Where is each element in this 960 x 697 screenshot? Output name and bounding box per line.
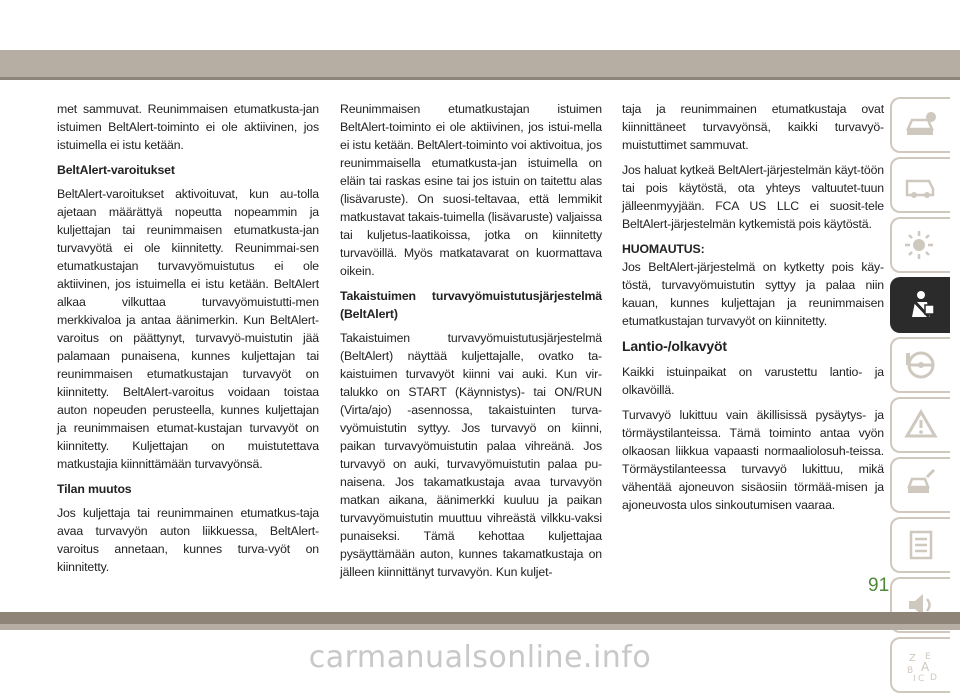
- car-interior-icon: [903, 167, 939, 203]
- section-title: Lantio-/olkavyöt: [622, 338, 727, 354]
- sun-light-icon: [903, 227, 939, 263]
- column-3: [622, 100, 884, 521]
- paragraph: Jos kuljettaja tai reunimmainen etumatkus-taja avaa turvavyön auton liikkuessa, BeltAlert-varoitus annetaan, kunnes turva-vyöt on kiinnitetty.: [57, 506, 319, 574]
- section-heading: [340, 287, 602, 305]
- tab-safety[interactable]: [890, 277, 950, 333]
- page-number: 91: [868, 575, 890, 596]
- header-stripe: [0, 50, 960, 77]
- svg-text:A: A: [921, 660, 930, 674]
- watermark: carmanualsonline.info: [308, 640, 652, 675]
- footer-stripe-light: [0, 624, 960, 630]
- tab-lights[interactable]: [890, 217, 950, 273]
- note-heading: HUOMAUTUS:: [622, 242, 705, 256]
- svg-text:B: B: [907, 666, 914, 676]
- column-2: [340, 100, 602, 588]
- paragraph: Kaikki istuinpaikat on varustettu lantio- ja olkavöillä.: [622, 365, 884, 397]
- paragraph: Turvavyö lukittuu vain äkillisissä pysäytys- ja törmäystilanteissa. Tämä toiminto antaa vyön olkaosan liikkua vapaasti normaaliolosuh-teissa. Törmäystilanteessa turvavyö lukittuu, mikä vähentää ajoneuvon sisäosiin törmää-misen ja ajoneuvosta ulos sinkoutumisen vaaraa.: [622, 408, 884, 512]
- tab-interior[interactable]: [890, 157, 950, 213]
- checklist-icon: [903, 527, 939, 563]
- tab-maintenance[interactable]: [890, 457, 950, 513]
- svg-text:C: C: [918, 674, 925, 683]
- paragraph: Takaistuimen turvavyömuistutusjärjestelmä (BeltAlert) näyttää kuljettajalle, ovatko ta-kaistuimen turvavyöt kiinni vai auki. Kun vir-talukko on START (Käynnistys)- tai ON/RUN (Virta/ajo) -asennossa, takaistuinten turva-vyömuistutin syttyy. Jos turvavyö on kiinni, paikan turvavyömuistutin palaa vihreänä. Jos turvavyö on auki, turvavyömuistutin palaa pu-naisena. Jos takamatkustaja avaa turvavyön matkan aikana, äänimerkki kuuluu ja paikan turvavyömuistutin muuttuu vihreästä vilkku-vaksi punaiseksi. Tämä kehottaa kuljettajaa pysäyttämään auton, kunnes takamatkustaja on jälleen kiinnittänyt turvavyön. Kun kuljet-: [340, 331, 602, 579]
- seat-belt-icon: [903, 287, 939, 323]
- tab-starting-driving[interactable]: [890, 337, 950, 393]
- heading-part: turvavyömuistutusjärjestelmä: [431, 289, 602, 303]
- footer-stripe: [0, 612, 960, 624]
- paragraph: Jos BeltAlert-järjestelmä on kytketty pois käy-töstä, turvavyömuistutin syttyy ja palaa niin kauan, kunnes kuljettajan ja reunimmaisen etumatkustajan turvavyöt on kiinnitetty.: [622, 260, 884, 328]
- warning-triangle-icon: [903, 407, 939, 443]
- svg-text:D: D: [930, 673, 937, 683]
- section-heading: BeltAlert-varoitukset: [57, 163, 175, 177]
- paragraph: Reunimmaisen etumatkustajan istuimen BeltAlert-toiminto ei ole aktiivinen, jos istui-mella ei istu ketään. BeltAlert-toiminto voi aktivoitua, jos reunimmaisella etumatkusta-jan istuimella on eläin tai raskas esine tai jos istuin on taitettu alas (lisävaruste). On suosi-teltavaa, että lemmikit matkustavat takais-tuimella (lisävaruste) valjaissa tai kuljetus-laatikoissa, jotka on kiinnitetty turvavöillä. Myös matkatavarat on kuormattava oikein.: [340, 102, 602, 278]
- tab-vehicle-info[interactable]: [890, 97, 950, 153]
- column-1: [57, 100, 319, 583]
- wrench-car-icon: [903, 467, 939, 503]
- svg-text:E: E: [925, 652, 931, 662]
- section-heading-cont: (BeltAlert): [340, 307, 398, 321]
- paragraph: Jos haluat kytkeä BeltAlert-järjestelmän käyt-töön tai pois käytöstä, ota yhteys valtuutet-tuun jälleenmyyjään. FCA US LLC ei suosit-tele BeltAlert-järjestelmän kytkemistä pois käytöstä.: [622, 163, 884, 231]
- header-stripe-line: [0, 77, 960, 80]
- paragraph: BeltAlert-varoitukset aktivoituvat, kun au-tolla ajetaan määrättyä nopeutta nopeammin ja kuljettajan tai reunimmaisen etumatkusta-jan turvavyötä ei ole kiinnitetty. Reunimmai-sen etumatkustajan turvavyömuistutus ei ole aktiivinen, jos istuimella ei istu ketään. BeltAlert alkaa vilkuttaa turvavyömuistutti-men merkkivaloa ja antaa äänimerkin. Kun BeltAlert-varoitus on päättynyt, turvavyö-muistutin jää palamaan punaisena, kunnes kuljettajan tai reunimmaisen etumatkustajan turvavyöt on kiinnitetty. BeltAlert-varoitus voidaan toistaa auton nopeuden perusteella, kunnes kuljettajan ja reunimmaisen etumat-kustajan turvavyöt on kiinnitetty. Kuljettajan on muistutettava matkustajia kiinnittämään turvavyönsä.: [57, 187, 319, 471]
- svg-text:Z: Z: [909, 653, 916, 664]
- chapter-tabs: [890, 97, 952, 697]
- heading-part: Takaistuimen: [340, 289, 416, 303]
- paragraph: taja ja reunimmainen etumatkustaja ovat kiinnittäneet turvavyönsä, kaikki turvavyö-muistuttimet sammuvat.: [622, 102, 884, 152]
- car-info-icon: [903, 107, 939, 143]
- steering-wheel-icon: [903, 347, 939, 383]
- svg-text:I: I: [913, 674, 916, 683]
- tab-emergency[interactable]: [890, 397, 950, 453]
- section-heading: Tilan muutos: [57, 482, 132, 496]
- paragraph: met sammuvat. Reunimmaisen etumatkusta-jan istuimen BeltAlert-toiminto ei ole aktiivinen, jos istuimella ei istu ketään.: [57, 102, 319, 152]
- tab-specifications[interactable]: [890, 517, 950, 573]
